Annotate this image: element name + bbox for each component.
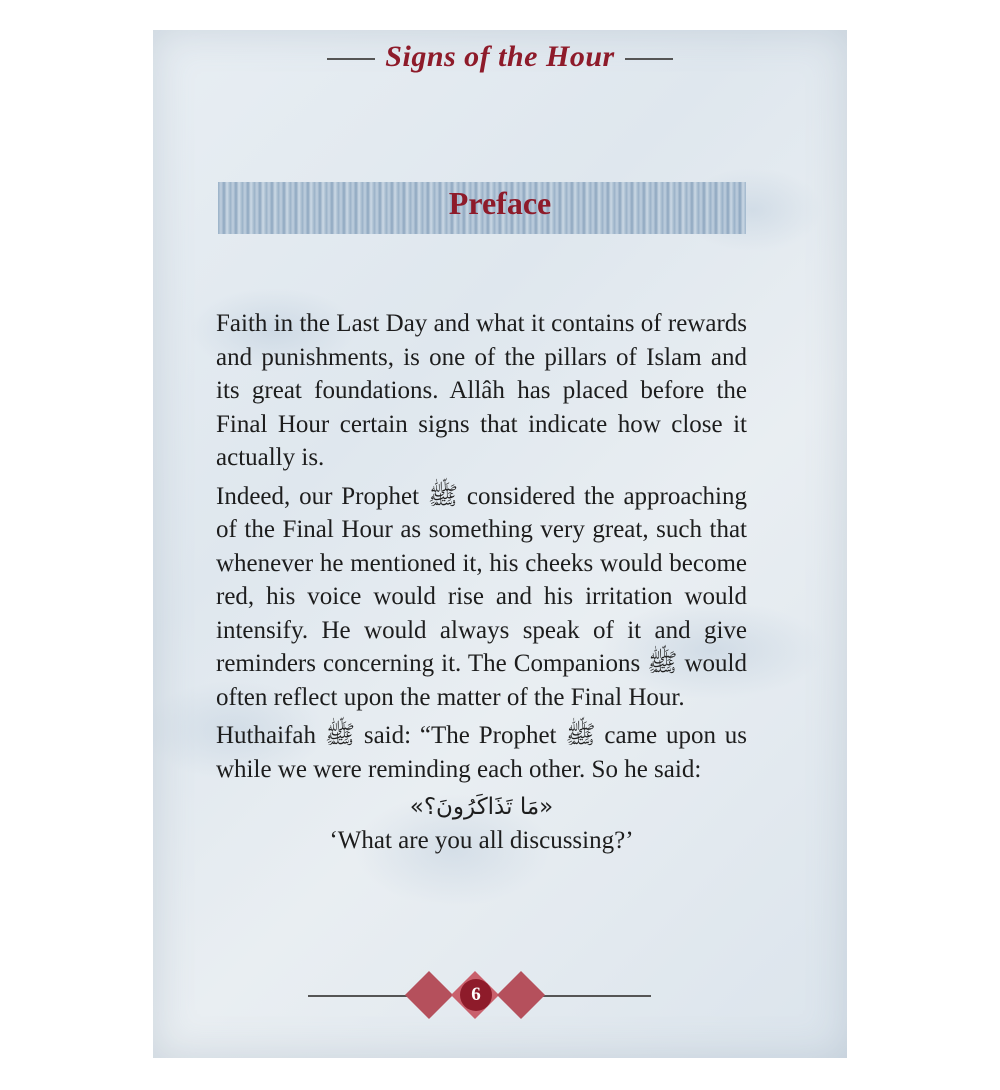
page-title (153, 185, 847, 222)
diamond-ornament-left (405, 971, 453, 1019)
quote-translation: ‘What are you all discussing?’ (329, 827, 634, 854)
rule-left (327, 58, 375, 60)
paragraph-1: Faith in the Last Day and what it contains of rewards and punishments, is one of the pillars of Islam and its great foundations. Allâh has placed before the Final Hour certain signs that indicate how close it actually is. (216, 310, 747, 471)
body-text (216, 307, 747, 858)
book-page (153, 30, 847, 1058)
running-head-text: Signs of the Hour (385, 40, 615, 73)
page-title-text: Preface (448, 185, 552, 221)
diamond-ornament-right (497, 971, 545, 1019)
paragraph-3: Huthaifah ﷺ said: “The Prophet ﷺ came upon us while we were reminding each other. So he said: (216, 722, 748, 783)
rule-right (625, 58, 673, 60)
page-footer (308, 970, 651, 1020)
page-number: 6 (460, 979, 492, 1011)
running-head (153, 40, 847, 74)
footer-rule-left (308, 995, 418, 997)
arabic-quote: «مَا تَذَاكَرُونَ؟» (409, 794, 554, 820)
footer-rule-right (543, 995, 651, 997)
paragraph-2: Indeed, our Prophet ﷺ considered the approaching of the Final Hour as something very great, such that whenever he mentioned it, his cheeks would become red, his voice would rise and his irritation would intensify. He would always speak of it and give reminders concerning it. The Companions ﷺ would often reflect upon the matter of the Final Hour. (216, 482, 747, 711)
